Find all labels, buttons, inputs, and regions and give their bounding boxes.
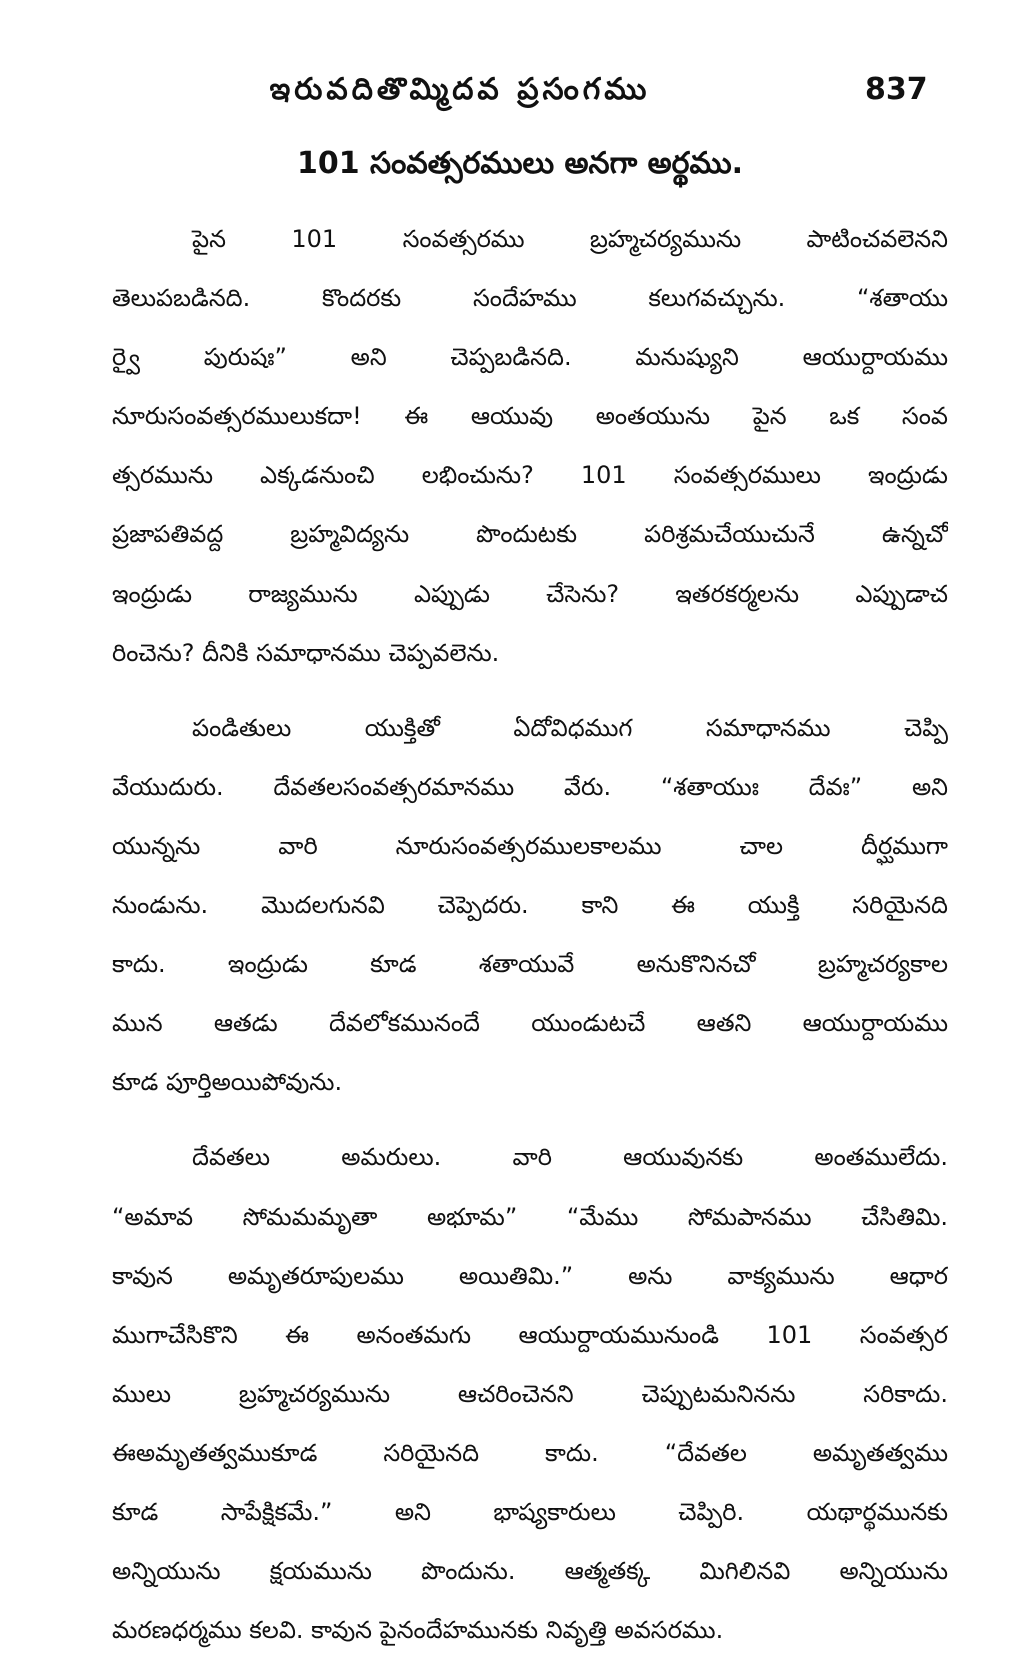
text-line: రించెను? దీనికి సమాధానము చెప్పవలెను. — [112, 638, 500, 667]
text-line: నూరుసంవత్సరములుకదా! ఈ ఆయువు అంతయును పైన ఒక సంవ — [112, 402, 948, 431]
text-line: పైన 101 సంవత్సరము బ్రహ్మచర్యమును పాటించవలెనని — [192, 225, 948, 253]
paragraph-gap — [112, 683, 948, 699]
text-line: ఇంద్రుడు రాజ్యమును ఎప్పుడు చేసెను? ఇతరకర్మలను ఎప్పుడాచ — [112, 579, 948, 608]
text-line: మున ఆతడు దేవలోకమునందే యుండుటచే ఆతని ఆయుర్దాయము — [112, 1009, 948, 1038]
paragraph-gap — [112, 1112, 948, 1128]
text-line: కూడ సాపేక్షికమే.” అని భాష్యకారులు చెప్పిరి. యథార్థమునకు — [112, 1497, 948, 1526]
text-line: మరణధర్మము కలవి. కావున పైనందేహమునకు నివృత్తి అవసరము. — [112, 1616, 724, 1645]
running-head: ఇరువదితొమ్మిదవ ప్రసంగము — [269, 72, 651, 107]
text-line: పండితులు యుక్తితో ఏదోవిధముగ సమాధానము చెప్పి — [192, 713, 948, 742]
paragraph — [112, 699, 948, 1113]
text-line: కాదు. ఇంద్రుడు కూడ శతాయువే అనుకొనినచో బ్రహ్మచర్యకాల — [112, 950, 948, 979]
text-line: ఈఅమృతత్వముకూడ సరియైనది కాదు. “దేవతల అమృతత్వము — [112, 1438, 948, 1467]
page-number: 837 — [865, 72, 928, 107]
section-title: 101 సంవత్సరములు అనగా అర్థము. — [296, 146, 743, 181]
text-line: కూడ పూర్తిఅయిపోవును. — [112, 1068, 343, 1097]
text-line: యున్నను వారి నూరుసంవత్సరములకాలము చాల దీర్ఘముగా — [112, 831, 948, 860]
text-line: త్సరమును ఎక్కడనుంచి లభించును? 101 సంవత్సరములు ఇంద్రుడు — [112, 461, 948, 490]
text-line: ప్రజాపతివద్ద బ్రహ్మవిద్యను పొందుటకు పరిశ్రమచేయుచునే ఉన్నచో — [112, 520, 948, 549]
text-line: ర్వై పురుషః” అని చెప్పబడినది. మనుష్యుని ఆయుర్దాయము — [112, 343, 948, 372]
text-line: నుండును. మొదలగునవి చెప్పెదరు. కాని ఈ యుక్తి సరియైనది — [112, 891, 948, 920]
text-line: ముగాచేసికొని ఈ అనంతమగు ఆయుర్దాయమునుండి 101 సంవత్సర — [112, 1320, 948, 1349]
text-line: ములు బ్రహ్మచర్యమును ఆచరించెనని చెప్పుటమనినను సరికాదు. — [112, 1379, 948, 1408]
text-line: దేవతలు అమరులు. వారి ఆయువునకు అంతములేదు. — [192, 1143, 948, 1172]
text-line: తెలుపబడినది. కొందరకు సందేహము కలుగవచ్చును. “శతాయు — [112, 284, 948, 313]
paragraph — [112, 210, 948, 683]
text-line: కావున అమృతరూపులము అయితిమి.” అను వాక్యమును ఆధార — [112, 1261, 948, 1290]
text-line: “అమావ సోమమమృతా అభూమ” “మేము సోమపానము చేసితిమి. — [112, 1202, 948, 1231]
paragraph — [112, 1128, 948, 1660]
body-text — [112, 210, 948, 1660]
text-line: అన్నియును క్షయమును పొందును. ఆత్మతక్క మిగిలినవి అన్నియును — [112, 1557, 948, 1586]
text-line: వేయుదురు. దేవతలసంవత్సరమానము వేరు. “శతాయుః దేవః” అని — [112, 772, 948, 801]
